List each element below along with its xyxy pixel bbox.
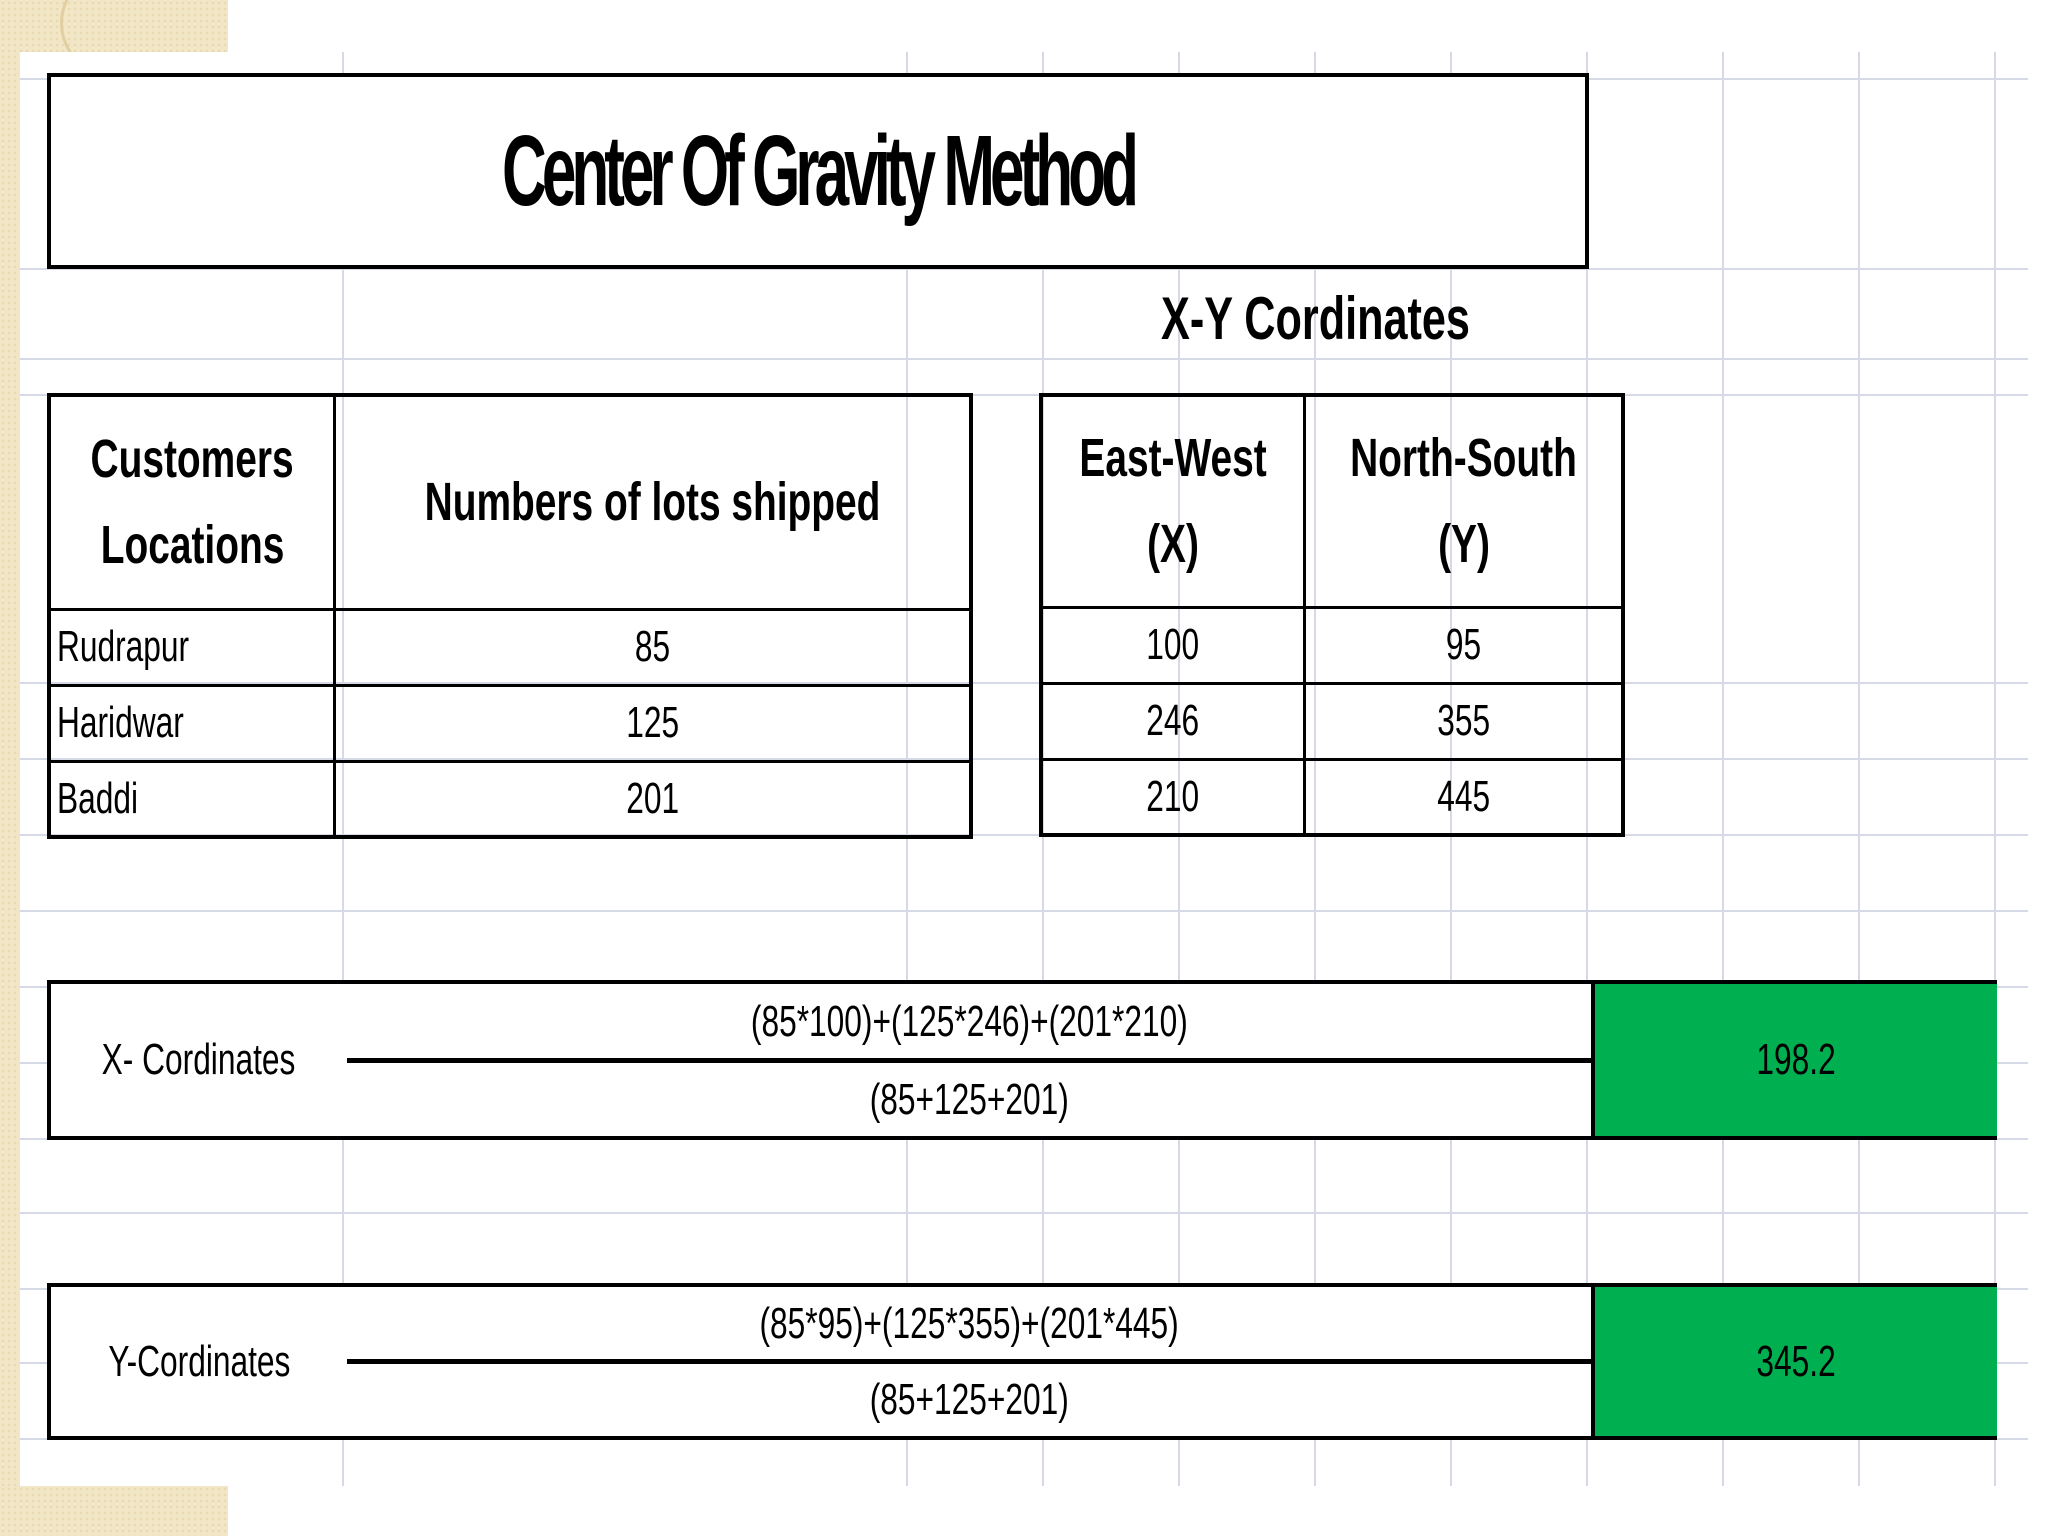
x-result-value: 198.2 — [1756, 1035, 1836, 1084]
cell-text: 246 — [1146, 696, 1200, 745]
slide-frame-corner-bottom — [0, 1486, 228, 1536]
table-header-row — [49, 395, 971, 609]
customers-locations-header — [49, 395, 335, 609]
header-line: Numbers of lots shipped — [424, 472, 881, 533]
north-south-header — [1305, 395, 1623, 607]
gridline — [20, 1212, 2028, 1214]
y-numerator — [347, 1287, 1591, 1361]
x-coordinate-calculation — [47, 980, 1997, 1140]
cell-text: 95 — [1445, 620, 1482, 669]
y-numerator-text: (85*95)+(125*355)+(201*445) — [759, 1299, 1179, 1348]
table-row — [49, 685, 971, 761]
x-numerator-text: (85*100)+(125*246)+(201*210) — [750, 997, 1188, 1046]
x-numerator — [347, 984, 1591, 1060]
lots-shipped-header — [335, 395, 972, 609]
east-west-header — [1041, 395, 1305, 607]
cell-text: 85 — [634, 622, 671, 671]
location-cell — [49, 761, 335, 837]
x-denominator — [347, 1063, 1591, 1136]
x-coordinate-label — [51, 984, 347, 1136]
table-row — [1041, 759, 1623, 835]
x-cell — [1041, 607, 1305, 683]
x-cell — [1041, 683, 1305, 759]
x-coordinate-label-text: X- Cordinates — [102, 1035, 296, 1084]
table-row — [49, 609, 971, 685]
title-box — [47, 73, 1589, 269]
cell-text: 100 — [1146, 620, 1200, 669]
x-denominator-text: (85+125+201) — [869, 1074, 1069, 1124]
y-cell — [1305, 759, 1623, 835]
table-header-row — [1041, 395, 1623, 607]
y-cell — [1305, 683, 1623, 759]
y-result-value: 345.2 — [1756, 1336, 1836, 1386]
page-title: Center Of Gravity Method — [502, 114, 1134, 227]
table-row — [49, 761, 971, 837]
gridline — [20, 358, 2028, 360]
table-row — [1041, 683, 1623, 759]
cell-text: 210 — [1146, 771, 1200, 821]
cell-text: Baddi — [57, 773, 139, 823]
y-coordinate-calculation — [47, 1283, 1997, 1440]
coordinates-table — [1039, 393, 1625, 837]
header-line: North-South — [1350, 428, 1577, 489]
gridline — [20, 910, 2028, 912]
location-cell — [49, 609, 335, 685]
y-result-cell — [1591, 1287, 1997, 1436]
cell-text: Rudrapur — [57, 622, 190, 671]
lots-cell — [335, 685, 972, 761]
cell-text: 201 — [626, 773, 680, 823]
header-line: Customers — [90, 429, 294, 490]
table-row — [1041, 607, 1623, 683]
header-line: Locations — [100, 515, 284, 576]
slide-frame-corner-top — [0, 0, 228, 52]
cell-text: Haridwar — [57, 698, 184, 747]
location-cell — [49, 685, 335, 761]
header-line: (X) — [1147, 514, 1199, 575]
cell-text: 355 — [1437, 696, 1490, 745]
header-line: East-West — [1079, 428, 1267, 489]
lots-cell — [335, 609, 972, 685]
x-cell — [1041, 759, 1305, 835]
y-cell — [1305, 607, 1623, 683]
cell-text: 125 — [626, 698, 680, 747]
customer-table — [47, 393, 973, 839]
header-line: (Y) — [1437, 514, 1490, 575]
cell-text: 445 — [1437, 771, 1490, 821]
y-denominator — [347, 1364, 1591, 1436]
xy-coordinates-header-text: X-Y Cordinates — [1160, 284, 1470, 352]
slide-frame-left — [0, 0, 20, 1536]
y-denominator-text: (85+125+201) — [869, 1375, 1069, 1424]
xy-coordinates-header — [1042, 282, 1588, 354]
y-coordinate-label — [51, 1287, 347, 1436]
y-coordinate-label-text: Y-Cordinates — [108, 1336, 290, 1386]
lots-cell — [335, 761, 972, 837]
x-result-cell — [1591, 984, 1997, 1136]
